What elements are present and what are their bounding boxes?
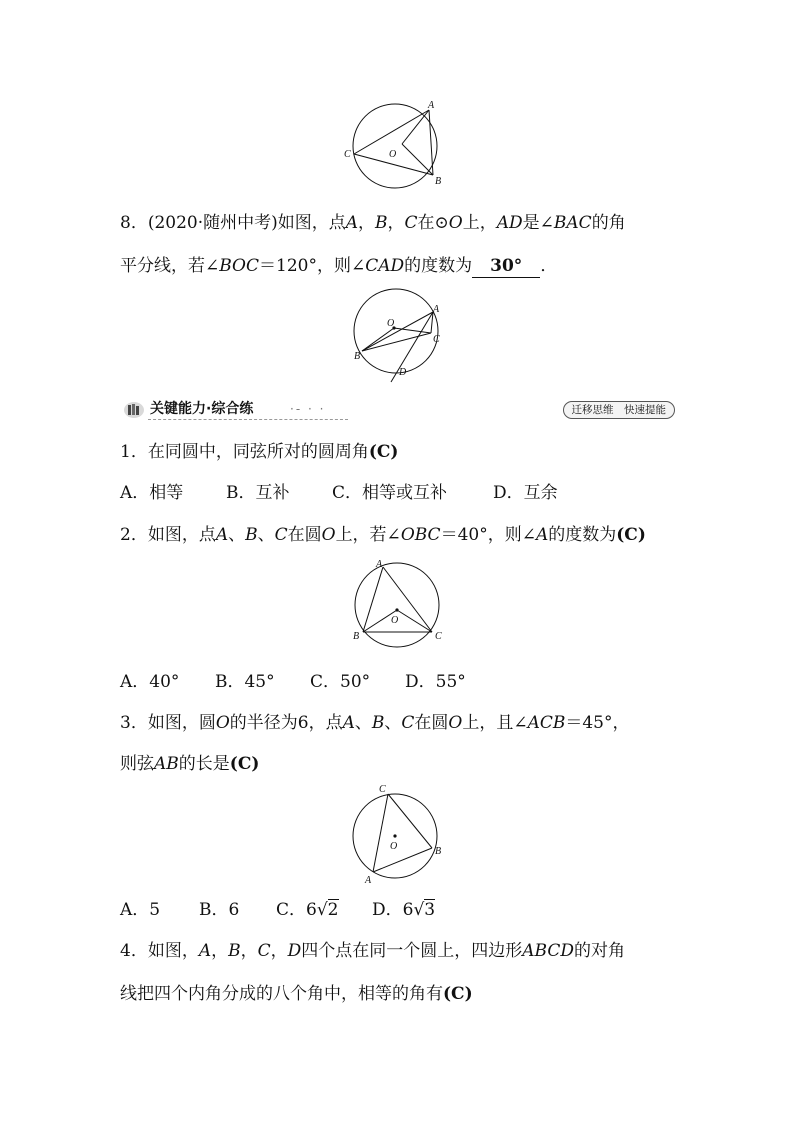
q2-option-d: D．55° [405,672,466,692]
book-icon [123,401,145,419]
label-o: O [391,615,399,626]
segment-cb [388,794,432,848]
q2-option-c: C．50° [310,672,371,692]
segment-ab [429,110,433,175]
figure-q8-circle [345,285,455,385]
q2-option-b: B．45° [215,672,275,692]
segment-ab [373,848,432,872]
segment-oc [397,610,432,632]
label-o: O [390,841,398,852]
q3-option-c: C．6√2 [276,900,339,920]
q8-line2: 平分线，若∠BOC＝120°，则∠CAD的度数为 30° ． [120,256,558,276]
section-banner [120,398,675,422]
label-o: O [389,149,397,160]
q4-answer: (C) [443,984,473,1004]
circle [353,104,437,188]
label-b: B [435,176,442,187]
q3-line2: 则弦AB的长是(C) [120,754,260,774]
q1-option-b: B．互补 [226,483,290,503]
q1-stem: 1．在同圆中，同弦所对的圆周角(C) [120,442,399,462]
segment-oa [402,110,429,144]
decorative-dots: ·- · · [290,402,326,416]
center-dot [395,608,398,611]
center-dot [393,834,396,837]
figure-q2-circle [345,555,455,655]
segment-ad [391,312,433,382]
label-b: B [353,631,360,642]
label-c: C [379,784,386,795]
q3-answer: (C) [229,754,260,774]
q3-line1: 3．如图，圆O的半径为6，点A、B、C在圆O上，且∠ACB＝45°， [120,713,630,733]
divider [148,419,348,420]
label-d: D [399,367,407,378]
q1-answer: (C) [368,442,399,462]
q2-stem: 2．如图，点A、B、C在圆O上，若∠OBC＝40°，则∠A的度数为(C) [120,525,646,545]
label-c: C [433,334,440,345]
q3-option-d: D．6√3 [372,900,436,920]
radicand: 2 [327,900,339,920]
q8-line1: 8．(2020·随州中考)如图，点A，B，C在⊙O上，AD是∠BAC的角 [120,213,626,233]
label-c: C [344,149,351,160]
figure-q3-circle [345,782,455,892]
label-b: B [354,351,361,362]
segment-ob [402,144,433,175]
q2-option-a: A．40° [120,672,180,692]
sqrt-symbol: √ [316,900,328,920]
segment-ca [373,794,388,872]
label-a: A [433,304,440,315]
q4-line2: 线把四个内角分成的八个角中，相等的角有(C) [120,984,473,1004]
section-title: 关键能力·综合练 [150,401,254,417]
label-a: A [376,559,383,570]
label-c: C [435,631,442,642]
label-b: B [435,846,442,857]
sqrt-symbol: √ [413,900,425,920]
label-a: A [428,100,435,111]
q1-option-d: D．互余 [493,483,558,503]
figure-top-circle [340,97,450,197]
q3-option-a: A．5 [120,900,161,920]
q3-option-b: B．6 [199,900,240,920]
circle [354,289,438,373]
q1-option-a: A．相等 [120,483,184,503]
q1-option-c: C．相等或互补 [332,483,448,503]
segment-ob [362,328,394,351]
label-o: O [387,318,395,329]
answer-blank: 30° [472,255,540,278]
radicand: 3 [424,900,436,920]
q4-line1: 4．如图，A，B，C，D四个点在同一个圆上，四边形ABCD的对角 [120,941,625,961]
segment-bc [362,333,431,351]
label-a: A [365,875,372,886]
section-tag: 迁移思维 快速提能 [563,401,676,419]
circle [355,563,439,647]
q2-answer: (C) [616,525,646,545]
